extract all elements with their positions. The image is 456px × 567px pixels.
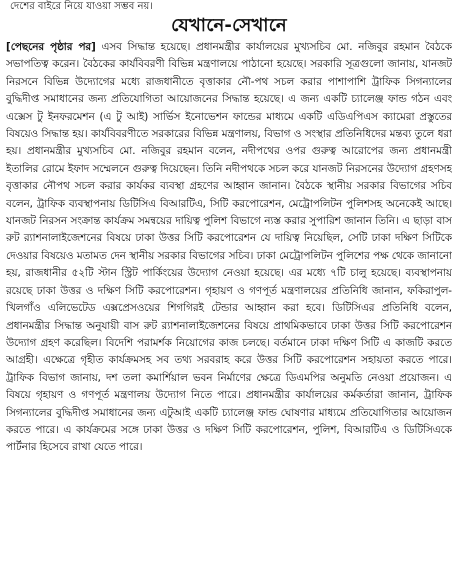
article-paragraph (6, 39, 452, 457)
paragraph-text: এসব সিদ্ধান্ত হয়েছে। প্রধানমন্ত্রীর কার্যালয়ের মুখ্যসচিব মো. নজিবুর রহমান বৈঠকে সভাপতিত্ব করেন। বৈঠকের কার্যবিবরণী বিভিন্ন মন্ত্রণালয়ে পাঠানো হয়েছে। সরকারি সূত্রগুলো জানায়, যানজট নিরসনে বিভিন্ন উদ্যোগের মধ্যে রাজধানীতে বৃত্তাকার নৌ-পথ সচল করার পাশাপাশি ট্রাফিক সিগন্যালের বুদ্ধিদীপ্ত সমাধানের জন্য প্রতিযোগিতা আয়োজনের সিদ্ধান্ত হয়েছে। এ জন্য একটি চ্যালেঞ্জ ফান্ড গঠন এবং এক্সেস টু ইনফরমেশন (এ টু আই) সার্ভিস ইনোভেশন ফান্ডের মাধ্যমে একটি এডিএপিএস ক্যামেরা প্রস্তুতের বিষয়েও সিদ্ধান্ত হয়। কার্যবিবরণীতে সরকারের বিভিন্ন মন্ত্রণালয়, বিভাগ ও সংস্থার প্রতিনিধিদের মন্তব্য তুলে ধরা হয়। প্রধানমন্ত্রীর মুখ্যসচিব মো. নজিবুর রহমান বলেন, নদীপথের ওপর গুরুত্ব আরোপের জন্য প্রধানমন্ত্রী ইতালির রোমে ইফাদ সম্মেলনে গুরুত্ব দিয়েছেন। তিনি নদীপথকে সচল করে যানজট নিরসনের উদ্যোগ গ্রহণসহ বৃত্তাকার নৌপথ সচল করার কার্যকর ব্যবস্থা গ্রহণের আহ্বান জানান। বৈঠকে স্থানীয় সরকার বিভাগের সচিব বলেন, ট্রাফিক ব্যবস্থাপনায় ডিটিসিএ বিআরটিএ, সিটি করপোরেশন, মেট্রোপলিটন পুলিশসহ অনেকেই আছে। যানজট নিরসন সংক্রান্ত কার্যক্রম সমন্বয়ের দায়িত্ব পুলিশ বিভাগে ন্যস্ত করার সুপারিশ জানান তিনি। এ ছাড়া বাস রুট র‌্যাশনালাইজেশনের বিষয়ে ঢাকা উত্তর সিটি করপোরেশন যে দায়িত্ব নিয়েছিল, সেটি ঢাকা দক্ষিণ সিটিকে দেওয়ার বিষয়েও মতামত দেন স্থানীয় সরকার বিভাগের সচিব। ঢাকা মেট্রোপলিটন পুলিশের পক্ষ থেকে জানানো হয়, রাজধানীর ৫২টি স্টান স্ট্রিট পার্কিংয়ের উদ্যোগ নেওয়া হয়েছে। এর মধ্যে ৭টি চালু হয়েছে। ব্যবস্থাপনায় রয়েছে ঢাকা উত্তর ও দক্ষিণ সিটি করপোরেশন। গৃহায়ণ ও গণপূর্ত মন্ত্রণালয়ের প্রতিনিধি জানান, ফকিরাপুল-খিলগাঁও এলিভেটেড এক্সপ্রেসওয়ের শিগগিরই টেন্ডার আহ্বান করা হবে। ডিটিসিএর প্রতিনিধি বলেন, প্রধানমন্ত্রীর সিদ্ধান্ত অনুযায়ী বাস রুট র‌্যাশনালাইজেশনের বিষয়ে প্রাথমিকভাবে ঢাকা উত্তর সিটি করপোরেশন উদ্যোগ গ্রহণ করেছিল। বিদেশি পরামর্শক নিয়োগের কাজ চলছে। বর্তমানে ঢাকা দক্ষিণ সিটি এ কাজটি করতে আগ্রহী। এক্ষেত্রে গৃহীত কার্যক্রমসহ সব তথ্য সরবরাহ করে উত্তর সিটি করপোরেশন সহায়তা করতে পারে। ট্রাফিক বিভাগ জানায়, দশ তলা কমার্শিয়াল ভবন নির্মাণের ক্ষেত্রে ডিএমপির অনুমতি নেওয়া প্রয়োজন। এ বিষয়ে গৃহায়ণ ও গণপূর্ত মন্ত্রণালয় উদ্যোগ নিতে পারে। প্রধানমন্ত্রীর কার্যালয়ের কর্মকর্তারা জানান, ট্রাফিক সিগন্যালের বুদ্ধিদীপ্ত সমাধানের জন্য এটুআই একটি চ্যালেঞ্জ ফান্ড ঘোষণার মাধ্যমে প্রতিযোগিতার আয়োজন করতে পারে। এ কার্যক্রমের সঙ্গে ঢাকা উত্তর ও দক্ষিণ সিটি করপোরেশন, পুলিশ, বিআরটিএ ও ডিটিসিএকে পার্টনার হিসেবে রাখা যেতে পারে। (6, 41, 452, 454)
continued-from-label: [পেছনের পৃষ্ঠার পর] (6, 41, 96, 53)
previous-article-tail: দেশের বাইরে নিয়ে যাওয়া সম্ভব নয়। (10, 1, 153, 12)
article-headline: যেখানে-সেখানে (171, 15, 287, 36)
article-body (6, 39, 452, 566)
